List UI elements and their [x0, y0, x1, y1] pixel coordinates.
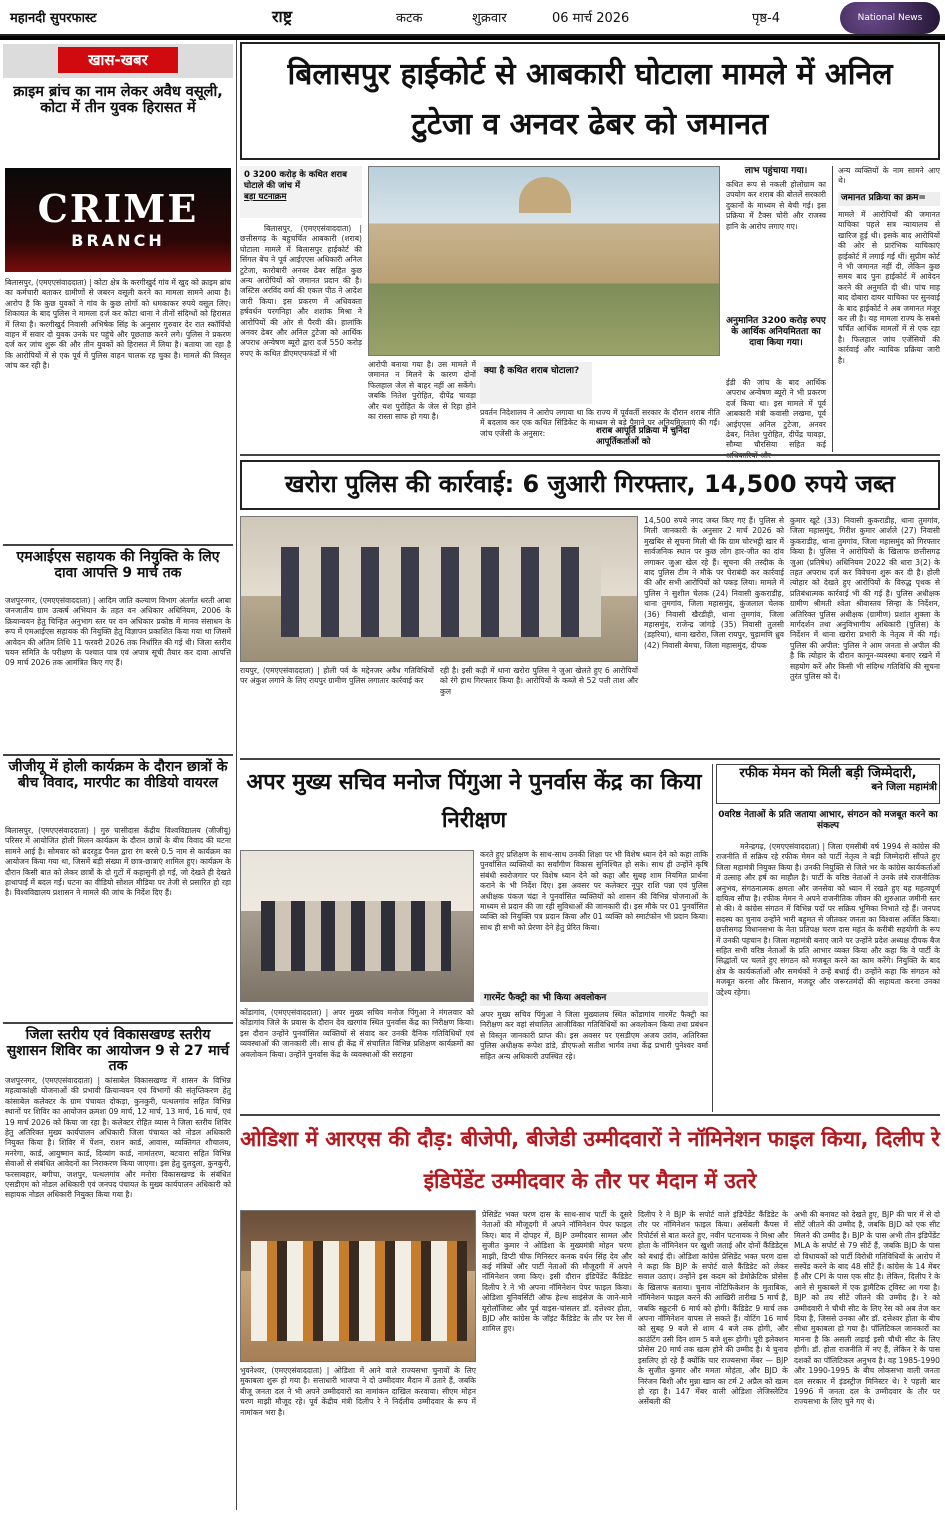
col3-top: लाभ पहुंचाया गया।: [744, 166, 808, 176]
bail-subhead: जमानत प्रक्रिया का क्रम=: [838, 192, 940, 206]
pingua-foot1: कोंडागांव, (एमएएसंवाददाता) | अपर मुख्य सचिव मनोज पिंगुआ ने मंगलवार को कोंडागांव जिले के प्रवास के दौरान देव खरगांव स्थित पुनर्वास केंद्र का निरीक्षण किया। इस दौरान उन्होंने पुनर्वासित व्यक्तियों से संवाद कर उनकी दैनिक गतिविधियों एवं व्यवस्थाओं की जानकारी ली। साथ ही केंद्र में संचालित विभिन्न प्रशिक्षण कार्यक्रमों का अवलोकन किया। उन्होंने पुनर्वास केंद्र के व्यवस्थाओं की सराहना: [240, 1008, 474, 1059]
camp-story-headline: जिला स्तरीय एवं विकासखण्ड स्तरीय सुशासन शिविर का आयोजन 9 से 27 मार्च तक: [6, 1027, 230, 1075]
highcourt-col3b: ईडी की जांच के बाद आर्थिक अपराध अन्वेषण ब्यूरो ने भी प्रकरण दर्ज किया था। इस मामले में पूर्व आबकारी मंत्री कवासी लखमा, पूर्व आईएएस अनिल टुटेजा, अनवर ढेबर, नितेश पुरोहित, दीपेंद्र चावड़ा, सौम्या चौरसिया सहित कई: [726, 378, 826, 450]
odisha-col1: प्रेसिडेंट भक्त चरण दास के साथ-साथ पार्टी के दूसरे नेताओं की मौजूदगी में अपने नॉमिनेशन पेपर फाइल किए। बाद में दोपहर में, BJP उम्मीदवार सामल और सुजीत कुमार ने ओडिशा के मुख्यमंत्री मोहन चरण माझी, डिप्टी चीफ मिनिस्टर कनक वर्धन सिंह देव और कई मंत्रियों और पार्टी नेताओं की मौजूदगी में अपने नॉमिनेशन जमा किए। इसी दौरान इंडिपेंडेंट कैंडिडेट दिलीप रे ने भी अपना नॉमिनेशन पेपर फाइल किया। ओडिशा यूनिवर्सिटी ऑफ हेल्थ साइंसेज के जाने-माने यूरोलॉजिस्ट और पूर्व वाइस-चांसलर डॉ. दत्तेश्वर होता, BJD और कांग्रेस के जॉइंट कैंडिडेट के तौर पर रेस में शामिल हुए।: [482, 1210, 632, 1334]
highcourt-col2: प्रवर्तन निदेशालय ने आरोप लगाया था कि राज्य में पूर्ववर्ती सरकार के दौरान शराब नीति में बदलाव कर एक कथित सिंडिकेट के माध्यम से बड़े पैमाने पर अनियमितताएं की गईं। जांच एजेंसी के अनुसार:: [480, 408, 720, 438]
divider: [3, 754, 233, 756]
branch-logo-word: BRANCH: [71, 231, 165, 250]
highcourt-col3: कथित रूप से नकली होलोग्राम का उपयोग कर शराब की बोतलें सरकारी दुकानों के माध्यम से बेची गई। इस प्रक्रिया में टैक्स चोरी और राजस्व हानि के आरोप लगाए गए।: [726, 180, 826, 231]
crime-branch-logo: [5, 168, 231, 272]
odisha-col3: अभी की बनावट को देखते हुए, BJP की चार में से दो सीटें जीतने की उम्मीद है, जबकि BJD को एक सीट मिलने की उम्मीद है। BJP के पास अभी तीन इंडिपेंडेंट MLA के सपोर्ट से 79 सीटें हैं, जबकि BJD के पास दो विधायकों को पार्टी विरोधी गतिविधियों के आरोप में सस्पेंड करने के बाद 48 सीटें हैं। कांग्रेस के 14 मेंबर हैं और CPI के पास एक सीट है। लेकिन, दिलीप रे के आने से मुकाबले में एक ड्रामैटिक ट्विस्ट आ गया है। BJP को तय सीटें जीतने की उम्मीद है। रे को उम्मीदवारी ने चौथी सीट के लिए रेस को अब तेज कर दिया है, जिससे उनका और डॉ. दत्तेश्वर होता के बीच सीधा मुकाबला हो गया है। पॉलिटिकल जानकारों का मानना है कि असली लड़ाई इसी चौथी सीट के लिए होगी। डॉ. होता राजनीति में नए हैं, लेकिन रे के पास दशकों का पॉलिटिकल अनुभव है। वह 1985-1990 और 1990-1995 के बीच लोकसभा वाली जनता दल सरकार में इंडस्ट्रीज मिनिस्टर थे। रे पहली बार 1996 में जनता दल के उम्मीदवार के तौर पर राज्यसभा के लिए चुने गए थे।: [794, 1210, 940, 1407]
pingua-col-right: करते हुए प्रशिक्षण के साथ-साथ उनकी शिक्षा पर भी विशेष ध्यान देने को कहा ताकि पुनर्वासित व्यक्तियों का सर्वांगीण विकास सुनिश्चित हो सके। साथ ही उन्होंने कृषि संबंधी स्वरोजगार पर विशेष ध्यान देने को कहा और सुबह शाम नियमित प्रार्थना कराने के भी निर्देश दिए। इस अवसर पर कलेक्टर नूपुर राशि पन्ना एवं पुलिस अधीक्षक पंकज चंद्रा ने पुनर्वासित व्यक्तियों को शासन की विभिन्न योजनाओं के माध्यम से प्रदान की जा रही सुविधाओं की जानकारी दी। इस मौके पर 01 पुनर्वासित व्यक्ति को नियुक्ति पत्र प्रदान किया और 01 व्यक्ति को स्मार्टफोन भी प्रदान किया। साथ ही सभी को प्रेरणा देने हेतु प्रेरित किया।: [480, 850, 708, 932]
highcourt-boxed-line: शराब आपूर्ति प्रक्रिया में चुनिंदा आपूर्तिकर्ताओं को: [596, 426, 690, 447]
scam-caption-box: [480, 362, 592, 404]
photo-dome: [519, 177, 571, 213]
nomination-photo: [240, 1210, 476, 1362]
ggu-story-headline: जीजीयू में होली कार्यक्रम के दौरान छात्रों के बीच विवाद, मारपीट का वीडियो वायरल: [8, 759, 228, 791]
kicker-line-2: बड़ा घटनाक्रम: [244, 192, 287, 202]
divider: [3, 1022, 233, 1024]
photo-group: [281, 547, 601, 637]
odisha-col2: दिलीप रे ने BJP के सपोर्ट वाले इंडिपेंडेंट कैंडिडेट के तौर पर नॉमिनेशन फाइल किया। असेंबली कैंपस में रिपोर्टर्स से बात करते हुए, नवीन पटनायक ने मिश्रा और होता के नॉमिनेशन पर खुशी जताई और दोनों कैंडिडेट्स को बधाई दी। ओडिशा कांग्रेस प्रेसिडेंट भक्त चरण दास ने कहा कि BJP के सपोर्ट वाले कैंडिडेट को लेकर सवाल उठाए। उन्होंने इस कदम को डेमोक्रेटिक प्रोसेस के खिलाफ बताया। चुनाव नोटिफिकेशन के मुताबिक, नॉमिनेशन फाइल करने की आखिरी तारीख 5 मार्च है, जबकि स्क्रूटनी 6 मार्च को होगी। कैंडिडेट 9 मार्च तक अपना नॉमिनेशन वापस ले सकते हैं। वोटिंग 16 मार्च को सुबह 9 बजे से शाम 4 बजे तक होगी, और काउंटिंग उसी दिन शाम 5 बजे शुरू होगी। पूरी इलेक्शन प्रोसेस 20 मार्च तक खत्म होने की उम्मीद है। ये चुनाव इसलिए हो रहे हैं क्योंकि चार राज्यसभा मेंबर — BJP के सुजीत कुमार और ममता मोहंता, और BJD के निरंजन बिशी और मुन्ना खान का टर्म 2 अप्रैल को खत्म हो रहा है। 147 मेंबर वाली ओडिशा लेजिस्लेटिव असेंबली की: [638, 1210, 788, 1407]
ggu-story-body: बिलासपुर, (एमएएसंवाददाता) | गुरु घासीदास केंद्रीय विश्वविद्यालय (जीजीयू) परिसर में आयोजित होली मिलन कार्यक्रम के दौरान छात्रों के बीच विवाद की घटना सामने आई है। सोमवार को ब्रदरहुड पैनल द्वारा रंग बरसे 0.5 नाम से कार्यक्रम का आयोजन किया गया था, जिसमें बड़ी संख्या में छात्र-छात्राएं शामिल हुए। कार्यक्रम के दौरान किसी बात को लेकर छात्रों के दो गुटों में कहासुनी हो गई, जो देखते ही देखते हाथापाई में बदल गई। घटना का वीडियो सोशल मीडिया पर तेजी से प्रसारित हो रहा है। विश्वविद्यालय प्रशासन ने मामले की जांच के निर्देश दिए हैं।: [5, 826, 231, 898]
paper-name: महानदी सुपरफास्ट: [10, 11, 97, 26]
article-pingua: [240, 764, 708, 1112]
memon-subhead: 0वरिष्ठ नेताओं के प्रति जताया आभार, संगठन को मजबूत करने का संकल्प: [718, 810, 938, 831]
article-kharora: [240, 460, 940, 756]
column-divider: [236, 40, 237, 1510]
article-memon: [716, 764, 940, 1112]
divider: [240, 1114, 940, 1116]
memon-headline-box: [716, 764, 940, 804]
divider: [240, 758, 940, 760]
memon-body: मनेन्द्रगढ़, (एमएएसंवाददाता) | जिला एमसीबी वर्ष 1994 से कांग्रेस की राजनीति में सक्रिय रहे रफीक मेमन को पार्टी नेतृत्व ने बड़ी जिम्मेदारी सौंपते हुए जिला महामंत्री नियुक्त किया है। उनकी नियुक्ति से जिले भर के कांग्रेस कार्यकर्ताओं में उत्साह और हर्ष का माहौल है। पार्टी के वरिष्ठ नेताओं ने उनके लंबे राजनीतिक अनुभव, संगठनात्मक क्षमता और जनसेवा को ध्यान में रखते हुए यह महत्वपूर्ण दायित्व सौंपा है। रफीक मेमन ने अपने राजनीतिक जीवन की शुरुआत जमीनी स्तर से की। वे कांग्रेस संगठन में विभिन्न पदों पर सक्रिय भूमिका निभाते रहे हैं। जनपद सदस्य का चुनाव उन्होंने भारी बहुमत से जीतकर जनता का विश्वास अर्जित किया। छत्तीसगढ़ विधानसभा के नेता प्रतिपक्ष चरण दास महंत के करीबी सहयोगी के रूप में उनकी पहचान है। जिला महामंत्री बनाए जाने पर उन्होंने प्रदेश अध्यक्ष दीपक बैज सहित सभी वरिष्ठ नेताओं के प्रति आभार व्यक्त किया और कहा कि वे पार्टी के सिद्धांतों पर चलते हुए संगठन को मजबूत करने का काम करेंगे। नियुक्ति के बाद क्षेत्र के कार्यकर्ताओं और समर्थकों ने उन्हें बधाई दी। उन्होंने कहा कि संगठन को मजबूत करना और किसान, मजदूर और जरूरतमंदों की सहायता करना उनका उद्देश्य रहेगा।: [716, 842, 940, 997]
pingua-foot2: अपर मुख्य सचिव पिंगुआ ने जिला मुख्यालय स्थित कोंडागांव गारमेंट फैक्ट्री का निरीक्षण कर वहां संचालित आजीविका गतिविधियों का अवलोकन किया तथा प्रबंधन से विस्तृत जानकारी प्राप्त की। इस अवसर पर एसडीएम अजय उरांव, अतिरिक्त पुलिस अधीक्षक रूपेश डांडे, डीएफओ सतीश भार्गव तथा केंद्र प्रभारी पुनेश्वर वर्मा सहित अन्य अधिकारी उपस्थित रहे।: [480, 1010, 708, 1061]
section-name: राष्ट्र: [272, 7, 293, 26]
city: कटक: [396, 11, 423, 26]
highcourt-col1-bottom: आरोपी बनाया गया है। उस मामले में जमानत न मिलने के कारण दोनों फिलहाल जेल से बाहर नहीं आ सकेंगे। जबकि नितेश पुरोहित, दीपेंद्र चावड़ा और यश पुरोहित के जेल से रिहा होने का रास्ता साफ हो गया है।: [368, 360, 476, 422]
scam-caption: क्या है कथित शराब घोटाला?: [484, 366, 580, 376]
rehab-center-photo: [240, 850, 474, 1002]
garment-subhead: गारमेंट फैक्ट्री का भी किया अवलोकन: [480, 992, 708, 1006]
kharora-col2: 14,500 रुपये नगद जब्त किए गए हैं। पुलिस से मिली जानकारी के अनुसार 2 मार्च 2026 को मुखबिर से सूचना मिली थी कि ग्राम चोरभट्ठी खार में सार्वजनिक स्थान पर कुछ लोग हार-जीत का दांव लगाकर जुआ खेल रहे हैं। सूचना की तस्दीक के बाद पुलिस टीम ने मौके पर घेराबंदी कर कार्रवाई की और सभी आरोपियों को पकड़ लिया। मामले में पुलिस ने सुशील चेलक (24) निवासी कुकराडीह, थाना तुमगांव, जिला महासमुंद, कुंजलाल चेलक (36) निवासी खैरडीही, थाना तुमगांव, जिला महासमुंद, राजेन्द्र जांगड़े (35) निवासी तुलसी (डहरिया), थाना खरोरा, जिला रायपुर, चुड़ामणि ध्रुव (42) निवासी बेमचा, जिला महासमुंद, दीपक: [644, 516, 784, 650]
article-highcourt: [240, 42, 940, 452]
column-divider: [832, 166, 833, 452]
kharora-caption-body: रायपुर, (एमएएसंवाददाता) | होली पर्व के मद्देनजर अवैध गतिविधियों पर अंकुश लगाने के लिए रायपुर ग्रामीण पुलिस लगातार कार्रवाई कर: [240, 666, 434, 686]
col3-subhead: अनुमानित 3200 करोड़ रुपए के आर्थिक अनियमितता का दावा किया गया।: [726, 316, 826, 348]
photo-people: [261, 901, 451, 971]
highcourt-col4: मामले में आरोपियों की जमानत याचिका पहले सत्र न्यायालय से खारिज हुई थी। इसके बाद आरोपियों की ओर से प्रारंभिक याचिकाएं हाईकोर्ट में लगाई गई थीं। सुप्रीम कोर्ट ने भी जमानत नहीं दी, लेकिन कुछ समय बाद पुनः हाईकोर्ट में आवेदन करने की अनुमति दी थी। पांच माह बाद दोबारा दायर याचिका पर सुनवाई के बाद हाईकोर्ट ने अब जमानत मंजूर कर ली है। यह मामला राज्य के सबसे चर्चित आर्थिक मामलों में से एक रहा है। फिलहाल जांच एजेंसियों की कार्रवाई और न्यायिक प्रक्रिया जारी है।: [838, 210, 940, 365]
left-column: [3, 44, 233, 1514]
khas-khabar-label: खास-खबर: [58, 47, 178, 73]
odisha-caption-body: भुवनेश्वर, (एमएएसंवाददाता) | ओडिशा में आने वाले राज्यसभा चुनावों के लिए मुकाबला शुरू हो गया है। सत्ताधारी भाजपा ने दो उम्मीदवार मैदान में उतारे हैं, जबकि बीजू जनता दल ने भी अपने उम्मीदवारों का नामांकन दाखिल करवाया। सीएम मोहन चरण माझी मौजूद रहे। पूर्व केंद्रीय मंत्री दिलीप रे ने निर्दलीय उम्मीदवार के रूप में नामांकन भरा है।: [240, 1366, 476, 1417]
national-news-logo-text: National News: [857, 13, 923, 23]
kicker-box: [240, 166, 362, 218]
masthead-bar: [0, 0, 945, 36]
memon-headline-2: बने जिला महामंत्री: [871, 781, 937, 793]
kharora-col1: रही है। इसी कड़ी में थाना खरोरा पुलिस ने जुआ खेलते हुए 6 आरोपियों को रंगे हाथ गिरफ्तार किया है। आरोपियों के कब्जे से 52 पत्ती ताश और कुल: [440, 666, 638, 696]
mis-story-headline: एमआईएस सहायक की नियुक्ति के लिए दावा आपत्ति 9 मार्च तक: [16, 549, 220, 581]
date: 06 मार्च 2026: [552, 11, 630, 26]
divider: [240, 454, 940, 456]
header-rule: [0, 36, 945, 40]
kharora-headline: खरोरा पुलिस की कार्रवाई: 6 जुआरी गिरफ्तार, 14,500 रुपये जब्त: [240, 460, 940, 510]
highcourt-col1-top: बिलासपुर, (एमएएसंवाददाता) | छत्तीसगढ़ के बहुचर्चित आबकारी (शराब) घोटाला मामले में बिलासपुर हाईकोर्ट की सिंगल बेंच ने पूर्व आईएएस अधिकारी अनिल टुटेजा, कारोबारी अनवर ढेबर सहित कुछ अन्य आरोपियों को जमानत प्रदान की है। जस्टिस अरविंद वर्मा की एकल पीठ ने आदेश जारी किया। इस प्रकरण में अधिवक्ता हर्षवर्धन परगनिहा और शशांक मिश्रा ने आरोपियों की ओर से पैरवी की। हालांकि अनवर ढेबर और अनिल टुटेजा को आर्थिक अपराध अन्वेषण ब्यूरो द्वारा दर्ज 550 करोड़ रुपए के कथित डीएमएफफंडों में भी: [240, 224, 362, 358]
day: शुक्रवार: [472, 11, 507, 26]
photo-crowd: [251, 1241, 467, 1341]
crime-story-headline: क्राइम ब्रांच का नाम लेकर अवैध वसूली, कोटा में तीन युवक हिरासत में: [13, 84, 223, 117]
highcourt-headline: बिलासपुर हाईकोर्ट से आबकारी घोटाला मामले में अनिल टुटेजा व अनवर ढेबर को जमानत: [240, 42, 940, 160]
kicker-line: 0 3200 करोड़ के कथित शराब घोटाले की जांच में: [244, 170, 347, 191]
crime-logo-word: CRIME: [37, 186, 199, 231]
article-odisha: [240, 1118, 940, 1514]
national-news-logo: [840, 2, 940, 34]
column-divider: [712, 764, 713, 1112]
gamblers-arrest-photo: [240, 516, 638, 662]
highcourt-col4-top: अन्य व्यक्तियों के नाम सामने आए थे।: [838, 166, 940, 186]
page-number: पृष्ठ-4: [752, 11, 781, 26]
highcourt-building-photo: [368, 166, 720, 356]
camp-story-body: जशपुरनगर, (एमएएसंवाददाता) | कांसाबेल विकासखण्ड में शासन के विभिन्न महत्वाकांक्षी योजनाओं की प्रभावी क्रियान्वयन एवं विभागों की संतृप्तिकरण हेतु कांसाबेल कलेक्टर के ग्राम पंचायत दोकड़ा, कुनकुरी, पत्थलगांव सहित विभिन्न स्थानों पर शिविर का आयोजन क्रमशः 09 मार्च, 12 मार्च, 13 मार्च, 16 मार्च, एवं 19 मार्च 2026 को किया जा रहा है। कलेक्टर रोहित व्यास ने जिला स्तरीय शिविर हेतु अतिरिक्त मुख्य कार्यपालन अधिकारी जिला पंचायत को नोडल अधिकारी नियुक्त किया है। शिविर में पेंशन, राशन कार्ड, आवास, व्यक्तिगत शौचालय, मनरेगा, कार्ड, आयुष्मान कार्ड, दिव्यांग कार्ड, नामांतरण, बटवारा सहित विभिन्न सेवाओं से संबंधित आवेदनों का निराकरण किया जाएगा। इस हेतु दुलदुला, कुनकुरी, फरसाबहार, बगीचा, जशपुर, पत्थलगांव और मनोरा विकासखण्ड के संबंधित एसडीएम को नोडल अधिकारी एवं जनपद पंचायत के मुख्य कार्यपालन अधिकारी को सहायक नोडल अधिकारी नियुक्त किया गया है।: [5, 1076, 231, 1200]
khas-khabar-banner: [3, 44, 233, 78]
memon-headline-1: रफीक मेमन को मिली बड़ी जिम्मेदारी,: [739, 766, 917, 781]
mis-story-body: जशपुरनगर, (एमएएसंवाददाता) | आदिम जाति कल्याण विभाग अंतर्गत धरती आबा जनजातीय ग्राम उत्कर्ष अभियान के तहत वन अधिकार अधिनियम, 2006 के क्रियान्वयन हेतु चिन्हित अनुभाग स्तर पर वन अधिकार प्रकोष्ठ में मानव संसाधन के रूप में एमआईएस सहायक की नियुक्ति हेतु विज्ञापन प्रकाशित किया गया था जिसमें आवेदन की अंतिम तिथि 11 फरवरी 2026 तक निर्धारित की गई थी। जिला स्तरीय चयन समिति के परीक्षण के पश्चात पात्र एवं अपात्र सूची तैयार कर दावा आपत्ति 09 मार्च 2026 तक आमंत्रित किए गए हैं।: [5, 596, 231, 668]
kharora-col3: कुमार खूटे (33) निवासी कुकराडीह, थाना तुमगांव, जिला महासमुंद, गिरीश कुमार आर्शले (27) निवासी कुकराडीह, थाना तुमगांव, जिला महासमुंद को गिरफ्तार किया है। पुलिस ने आरोपियों के खिलाफ छत्तीसगढ़ जुआ (प्रतिषेध) अधिनियम 2022 की धारा 3(2) के तहत अपराध दर्ज कर विवेचना शुरू कर दी है। होली त्योहार को देखते हुए आरोपियों के विरुद्ध पृथक से प्रतिबंधात्मक कार्रवाई भी की गई है। पुलिस अधीक्षक ग्रामीण श्रीमती श्वेता श्रीवास्तव सिन्हा के निर्देशन, अतिरिक्त पुलिस अधीक्षक (ग्रामीण) प्रशांत शुक्ला के मार्गदर्शन तथा अनुविभागीय अधिकारी (पुलिस) के निर्देशन में थाना खरोरा प्रभारी के नेतृत्व में की गई। पुलिस की अपील: पुलिस ने आम जनता से अपील की है कि त्योहार के दौरान कानून-व्यवस्था बनाए रखने में सहयोग करें और किसी भी संदिग्ध गतिविधि की सूचना तुरंत पुलिस को दें।: [790, 516, 940, 682]
pingua-headline: अपर मुख्य सचिव मनोज पिंगुआ ने पुनर्वास केंद्र का किया निरीक्षण: [246, 770, 702, 833]
crime-story-body: बिलासपुर, (एमएएसंवाददाता) | कोटा क्षेत्र के करगीखुर्द गांव में खुद को क्राइम ब्रांच का कर्मचारी बताकर ग्रामीणों से जबरन वसूली करने का मामला सामने आया है। आरोप है कि कुछ युवकों ने गांव के कुछ लोगों को धमकाकर रुपये वसूल लिए। शिकायत के बाद पुलिस ने मामला दर्ज कर कोटा थाना ने तीनों संदिग्धों को हिरासत में लिया है। करगीखुर्द निवासी अभिषेक सिंह के अनुसार गुरुवार देर रात स्कॉर्पियो वाहन में सवार दो युवक उनके घर पहुंचे और पूछताछ करने लगे। पुलिस ने प्रकरण दर्ज कर जांच शुरू की और तीन युवकों को हिरासत में लिया है। बताया जा रहा है कि आरोपियों में से एक पूर्व में पुलिस वाहन चालक रह चुका है। मामले की विस्तृत जांच कर रही है।: [5, 278, 231, 371]
odisha-headline: ओडिशा में आरएस की दौड़: बीजेपी, बीजेडी उम्मीदवारों ने नॉमिनेशन फाइल किया, दिलीप रे इंडिपेंडेंट उम्मीदवार के तौर पर मैदान में उतरे: [240, 1127, 940, 1193]
divider: [3, 544, 233, 546]
